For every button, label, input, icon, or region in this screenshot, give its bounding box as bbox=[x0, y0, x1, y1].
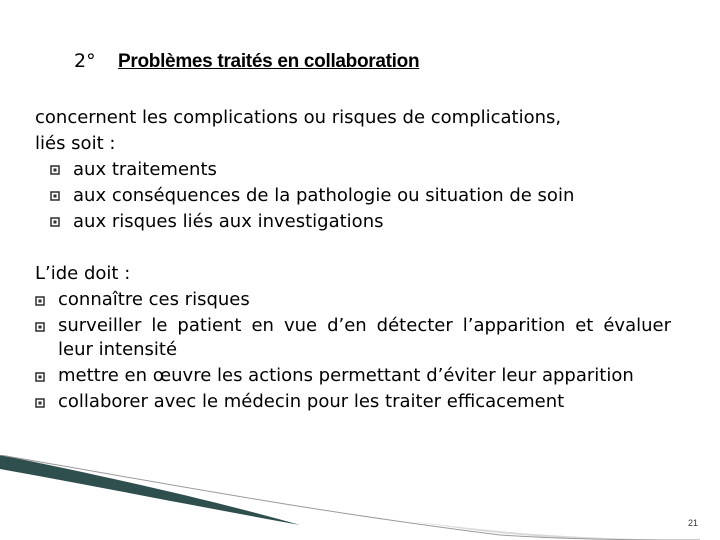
intro-bullet-text: aux traitements bbox=[73, 159, 217, 180]
square-bullet-icon bbox=[50, 191, 60, 201]
role-block bbox=[35, 262, 671, 416]
list-item bbox=[35, 364, 671, 388]
role-bullet-text: connaître ces risques bbox=[58, 289, 250, 310]
intro-bullet-list bbox=[50, 157, 675, 235]
role-bullet-text: mettre en œuvre les actions permettant d’éviter leur apparition bbox=[58, 365, 634, 386]
role-bullet-list bbox=[35, 288, 671, 414]
list-item bbox=[35, 390, 671, 414]
role-bullet-text: surveiller le patient en vue d’en détecter l’apparition et évaluer leur intensité bbox=[58, 315, 671, 360]
intro-bullet-text: aux risques liés aux investigations bbox=[73, 211, 384, 232]
list-item bbox=[50, 209, 675, 235]
slide-heading bbox=[74, 50, 419, 73]
square-bullet-icon bbox=[50, 217, 60, 227]
page-number: 21 bbox=[688, 518, 699, 528]
intro-block bbox=[35, 105, 675, 235]
list-item bbox=[50, 183, 675, 209]
square-bullet-icon bbox=[35, 296, 45, 306]
intro-bullet-text: aux conséquences de la pathologie ou situation de soin bbox=[73, 185, 575, 206]
section-title: Problèmes traités en collaboration bbox=[118, 51, 420, 72]
role-title: L’ide doit : bbox=[35, 263, 131, 284]
square-bullet-icon bbox=[35, 372, 45, 382]
list-item bbox=[35, 314, 671, 362]
list-item bbox=[35, 288, 671, 312]
section-number: 2° bbox=[74, 50, 96, 72]
square-bullet-icon bbox=[50, 165, 60, 175]
list-item bbox=[50, 157, 675, 183]
intro-line-2: liés soit : bbox=[35, 133, 116, 154]
square-bullet-icon bbox=[35, 322, 45, 332]
intro-line-1: concernent les complications ou risques de complications, bbox=[35, 107, 562, 128]
footer-wave-decoration bbox=[0, 455, 720, 540]
role-bullet-text: collaborer avec le médecin pour les traiter efficacement bbox=[58, 391, 565, 412]
square-bullet-icon bbox=[35, 398, 45, 408]
